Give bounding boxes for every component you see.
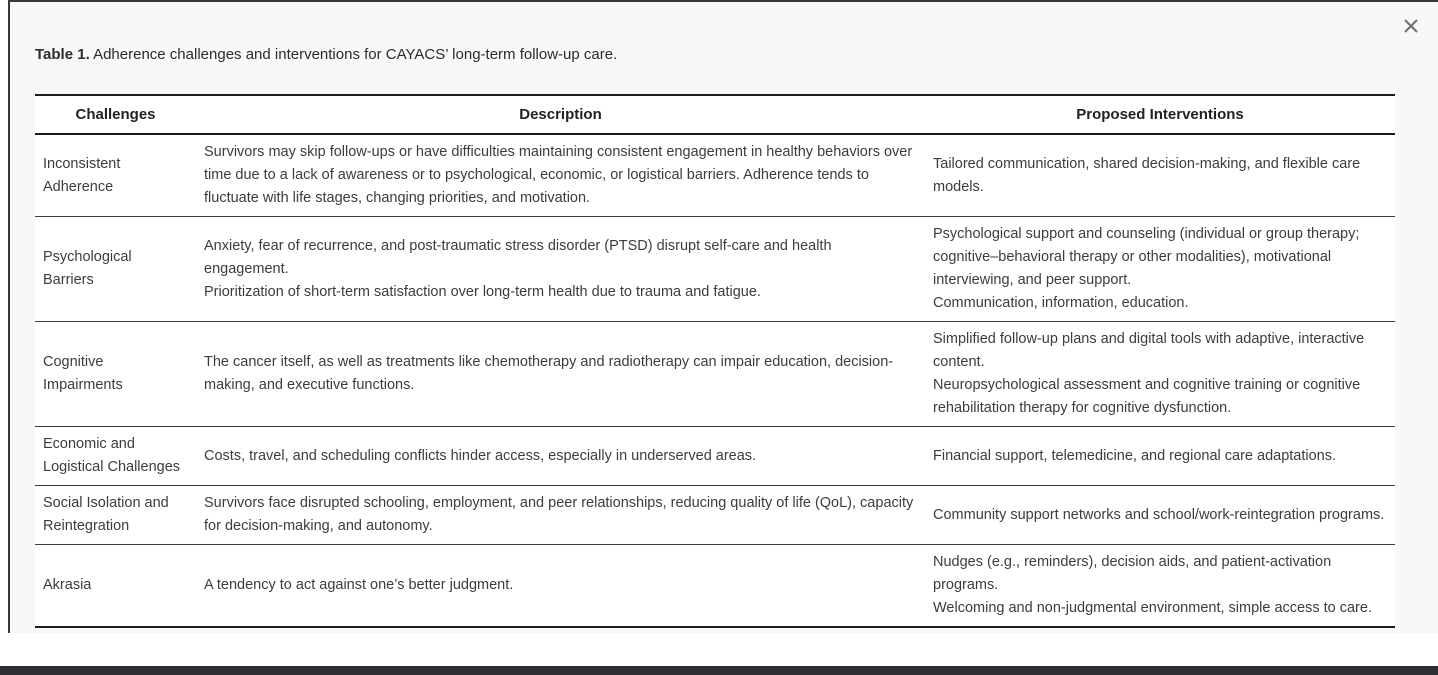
interventions-cell	[925, 322, 1395, 427]
description-cell	[196, 427, 925, 486]
description-cell	[196, 545, 925, 628]
top-border	[8, 0, 1438, 2]
interventions-cell	[925, 134, 1395, 217]
challenge-cell	[35, 545, 196, 628]
interventions-cell	[925, 486, 1395, 545]
challenge-text: Inconsistent Adherence	[43, 155, 121, 195]
header-cell-challenges: Challenges	[35, 95, 196, 134]
intervention-paragraph: Tailored communication, shared decision-making, and flexible care models.	[933, 155, 1361, 195]
table-caption-label: Table 1.	[35, 46, 90, 63]
table-row	[35, 134, 1395, 217]
table-header-row	[35, 95, 1395, 134]
table-caption	[35, 46, 617, 63]
table-caption-text: Adherence challenges and interventions for CAYACS’ long-term follow-up care.	[89, 46, 618, 63]
table-row	[35, 545, 1395, 628]
description-paragraph: A tendency to act against one’s better judgment.	[204, 577, 514, 593]
challenge-cell	[35, 486, 196, 545]
interventions-cell	[925, 217, 1395, 322]
challenge-cell	[35, 322, 196, 427]
bottom-dark-band	[0, 666, 1438, 675]
intervention-paragraph: Welcoming and non-judgmental environment, simple access to care.	[933, 600, 1372, 616]
interventions-cell	[925, 427, 1395, 486]
challenge-text: Akrasia	[43, 577, 92, 593]
description-cell	[196, 217, 925, 322]
intervention-paragraph: Nudges (e.g., reminders), decision aids, and patient-activation programs.	[933, 554, 1332, 593]
intervention-paragraph: Simplified follow-up plans and digital tools with adaptive, interactive content.	[933, 331, 1365, 370]
adherence-table	[35, 94, 1395, 628]
description-paragraph: The cancer itself, as well as treatments like chemotherapy and radiotherapy can impair education, decision-making, and executive functions.	[204, 354, 894, 393]
challenge-text: Social Isolation and Reintegration	[43, 495, 169, 534]
intervention-paragraph: Financial support, telemedicine, and regional care adaptations.	[933, 447, 1337, 464]
table-row	[35, 427, 1395, 486]
header-cell-description: Description	[196, 95, 925, 134]
interventions-cell	[925, 545, 1395, 628]
close-icon	[1402, 17, 1420, 40]
challenge-cell	[35, 427, 196, 486]
challenge-cell	[35, 217, 196, 322]
description-paragraph: Costs, travel, and scheduling conflicts hinder access, especially in underserved areas.	[204, 447, 757, 464]
table-row	[35, 217, 1395, 322]
description-paragraph: Survivors face disrupted schooling, employment, and peer relationships, reducing quality of life (QoL), capacity for decision-making, and autonomy.	[204, 495, 914, 534]
close-button[interactable]	[1396, 13, 1426, 43]
intervention-paragraph: Community support networks and school/work-reintegration programs.	[933, 506, 1385, 523]
description-paragraph: Prioritization of short-term satisfaction over long-term health due to trauma and fatigue.	[204, 283, 761, 300]
description-paragraph: Anxiety, fear of recurrence, and post-traumatic stress disorder (PTSD) disrupt self-care and health engagement.	[204, 237, 832, 277]
description-cell	[196, 134, 925, 217]
description-cell	[196, 486, 925, 545]
challenge-cell	[35, 134, 196, 217]
intervention-paragraph: Communication, information, education.	[933, 295, 1189, 311]
header-cell-proposed-interventions: Proposed Interventions	[925, 95, 1395, 134]
table-row	[35, 322, 1395, 427]
challenge-text: Cognitive Impairments	[43, 354, 123, 393]
description-cell	[196, 322, 925, 427]
left-border	[8, 0, 10, 633]
intervention-paragraph: Psychological support and counseling (individual or group therapy; cognitive–behavioral therapy or other modalities), motivational interviewing, and peer support.	[933, 226, 1360, 288]
challenge-text: Psychological Barriers	[43, 249, 132, 288]
intervention-paragraph: Neuropsychological assessment and cognitive training or cognitive rehabilitation therapy for cognitive dysfunction.	[933, 377, 1361, 416]
table-row	[35, 486, 1395, 545]
description-paragraph: Survivors may skip follow-ups or have difficulties maintaining consistent engagement in healthy behaviors over time due to a lack of awareness or to psychological, economic, or logistical barriers. Adherence tends to fluctuate with life stages, changing priorities, and motivation.	[204, 144, 913, 206]
challenge-text: Economic and Logistical Challenges	[43, 436, 181, 475]
